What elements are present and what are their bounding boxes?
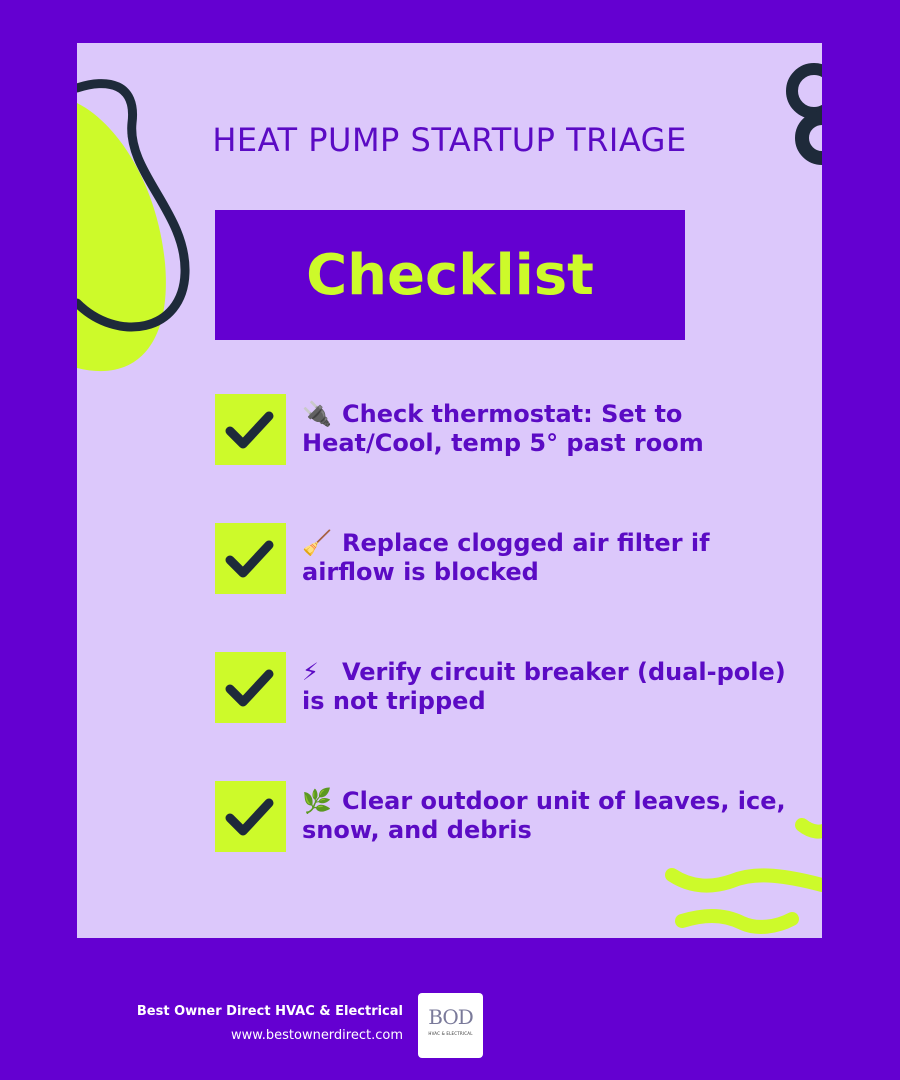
checklist-item-label: Verify circuit breaker (dual-pole) is not tripped xyxy=(302,658,786,715)
checklist-item xyxy=(215,652,805,724)
checklist-item-label: Check thermostat: Set to Heat/Cool, temp 5° past room xyxy=(302,400,704,457)
logo-subtitle: HVAC & ELECTRICAL xyxy=(428,1031,473,1036)
lightning-icon: ⚡ xyxy=(302,658,319,686)
company-logo xyxy=(418,993,483,1058)
plug-icon: 🔌 xyxy=(302,400,332,428)
checkbox-checked[interactable] xyxy=(215,394,286,465)
checklist-banner xyxy=(215,210,685,340)
checklist-item xyxy=(215,523,805,595)
checkbox-checked[interactable] xyxy=(215,781,286,852)
checklist-item xyxy=(215,781,805,853)
checkmark-icon xyxy=(215,652,286,723)
checkmark-icon xyxy=(215,781,286,852)
checklist-item xyxy=(215,394,805,466)
checkmark-icon xyxy=(215,394,286,465)
page-title: HEAT PUMP STARTUP TRIAGE xyxy=(212,121,687,159)
checkbox-checked[interactable] xyxy=(215,652,286,723)
checklist-item-text xyxy=(302,400,802,458)
checklist-item-label: Clear outdoor unit of leaves, ice, snow, and debris xyxy=(302,787,786,844)
logo-mark: BOD xyxy=(428,1005,473,1029)
company-name: Best Owner Direct HVAC & Electrical xyxy=(136,1004,403,1019)
company-url[interactable]: www.bestownerdirect.com xyxy=(231,1028,403,1043)
herb-icon: 🌿 xyxy=(302,787,332,815)
checklist-card xyxy=(77,43,822,938)
checklist-item-label: Replace clogged air filter if airflow is blocked xyxy=(302,529,710,586)
checklist-item-text xyxy=(302,787,802,845)
banner-label: Checklist xyxy=(306,242,594,308)
checklist-item-text xyxy=(302,529,802,587)
checkmark-icon xyxy=(215,523,286,594)
checklist-item-text xyxy=(302,658,802,716)
broom-icon: 🧹 xyxy=(302,529,332,557)
checkbox-checked[interactable] xyxy=(215,523,286,594)
